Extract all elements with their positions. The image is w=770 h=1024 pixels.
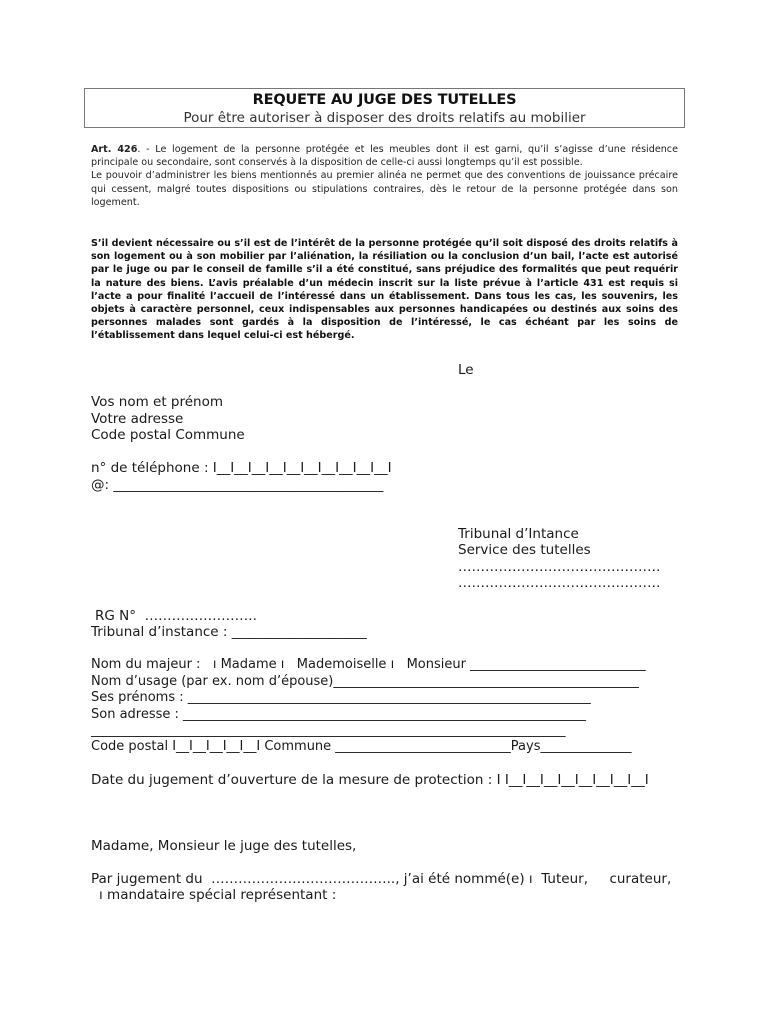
tribunal-instance: Tribunal d’instance : ____________________ xyxy=(91,624,367,640)
judgment-date-line: Date du jugement d’ouverture de la mesure de protection : I I__I__I__I__I__I__I__I__I xyxy=(91,772,649,788)
postal-line: Code postal I__I__I__I__I__I Commune ___________________________Pays______________ xyxy=(91,739,632,754)
title-box xyxy=(84,88,685,128)
letter-line-2: ı mandataire spécial représentant : xyxy=(99,887,337,903)
date-label: Le xyxy=(458,362,474,378)
recipient-dots-1: ……………………………………… xyxy=(458,559,661,575)
recipient-dots-2: ……………………………………… xyxy=(458,575,661,591)
document-subtitle: Pour être autoriser à disposer des droits relatifs au mobilier xyxy=(183,110,586,126)
email-field: @: ________________________________________ xyxy=(91,477,384,493)
article-paragraph-1: . - Le logement de la personne protégée et les meubles dont il est garni, qu’il s’agisse d’une résidence principale ou secondaire, sont conservés à la disposition de celle-ci aussi longtemps qu’il est possible. xyxy=(91,144,678,169)
address-line-2: _________________________________________________________________________ xyxy=(91,723,566,738)
recipient-service: Service des tutelles xyxy=(458,542,591,558)
sender-name: Vos nom et prénom xyxy=(91,394,224,410)
sender-address: Votre adresse xyxy=(91,411,184,427)
document-title: REQUETE AU JUGE DES TUTELLES xyxy=(252,92,517,108)
salutation: Madame, Monsieur le juge des tutelles, xyxy=(91,838,357,854)
prenoms-line: Ses prénoms : ______________________________________________________________ xyxy=(91,690,591,705)
article-paragraph-2: Le pouvoir d’administrer les biens mentionnés au premier alinéa ne permet que des conventions de jouissance précaire qui cessent, malgré toutes dispositions ou stipulations contraires, dès le retour de la personne protégée dans son logement. xyxy=(91,170,678,208)
article-paragraph-3: S’il devient nécessaire ou s’il est de l’intérêt de la personne protégée qu’il soit disposé des droits relatifs à son logement ou à son mobilier par l’aliénation, la résiliation ou la conclusion d’un bail, l’acte est autorisé par le juge ou par le conseil de famille s’il a été constitué, sans préjudice des formalités que peut requérir la nature des biens. L’avis préalable d’un médecin inscrit sur la liste prévue à l’article 431 est requis si l’acte a pour finalité l’accueil de l’intéressé dans un établissement. Dans tous les cas, les souvenirs, les objets à caractère personnel, ceux indispensables aux personnes handicapées ou destinés aux soins des personnes malades sont gardés à la disposition de l’intéressé, le cas échéant par les soins de l’établissement dans lequel celui-ci est hébergé. xyxy=(91,238,678,342)
phone-field: n° de téléphone : I__I__I__I__I__I__I__I__I__I__I xyxy=(91,460,392,476)
usage-name-line: Nom d’usage (par ex. nom d’épouse)_______________________________________________ xyxy=(91,674,639,689)
address-line: Son adresse : ______________________________________________________________ xyxy=(91,707,587,722)
majeur-line: Nom du majeur : ı Madame ı Mademoiselle ı Monsieur ___________________________ xyxy=(91,657,646,672)
letter-line-1: Par jugement du ………………………………….., j’ai été nommé(e) ı Tuteur, curateur, xyxy=(91,871,672,887)
sender-postal: Code postal Commune xyxy=(91,427,245,443)
article-paragraph-3-block xyxy=(91,237,678,343)
recipient-tribunal: Tribunal d’Intance xyxy=(458,526,579,542)
article-ref: Art. 426 xyxy=(91,144,138,155)
article-text xyxy=(91,143,678,209)
rg-number: RG N° ……………………. xyxy=(95,608,257,624)
